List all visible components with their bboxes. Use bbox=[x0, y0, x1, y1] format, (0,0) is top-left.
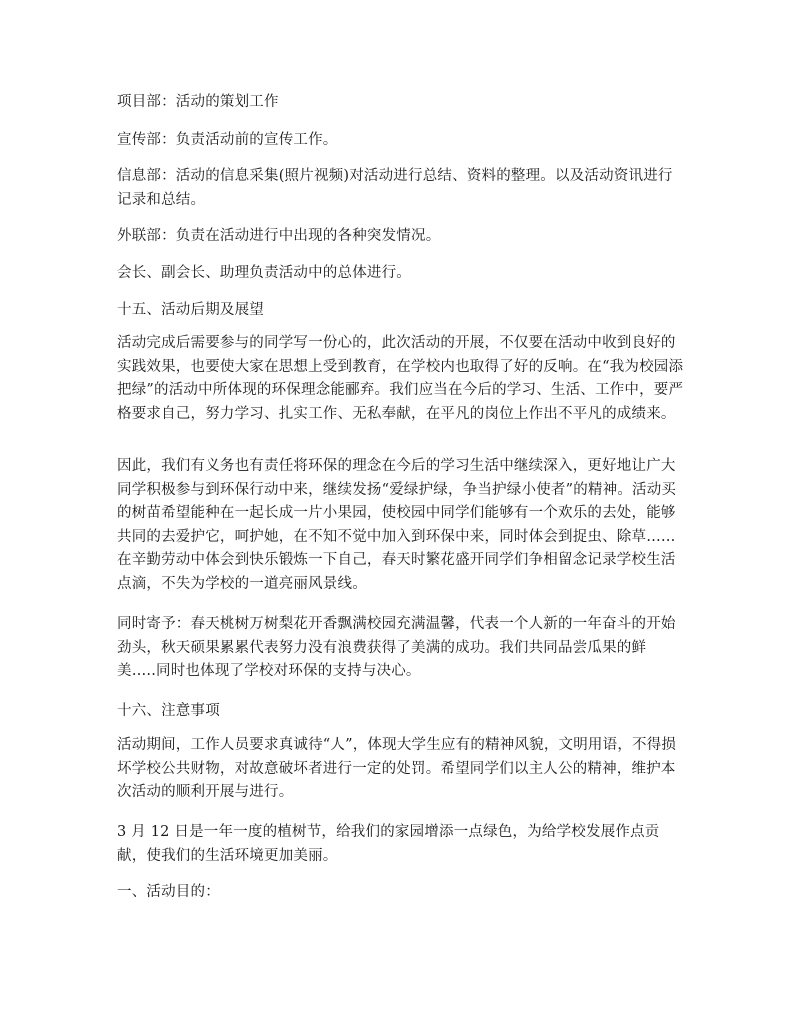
paragraph-project-dept: 项目部：活动的策划工作 bbox=[117, 94, 279, 110]
paragraph-liaison-dept: 外联部：负责在活动进行中出现的各种突发情况。 bbox=[117, 228, 441, 244]
section-heading-16: 十六、注意事项 bbox=[117, 703, 220, 719]
paragraph-president: 会长、副会长、助理负责活动中的总体进行。 bbox=[117, 265, 411, 281]
paragraph-info-dept: 信息部：活动的信息采集(照片视频)对活动进行总结、资料的整理。以及活动资讯进行记录和总结。 bbox=[117, 168, 673, 208]
section-heading-15: 十五、活动后期及展望 bbox=[117, 302, 264, 318]
section-heading-1: 一、活动目的： bbox=[117, 884, 220, 900]
paragraph-arbor-day: 3 月 12 日是一年一度的植树节，给我们的家园增添一点绿色，为给学校发展作点贡献，使我们的生活环境更加美丽。 bbox=[117, 824, 660, 864]
paragraph-publicity-dept: 宣传部：负责活动前的宣传工作。 bbox=[117, 132, 338, 148]
paragraph-after-activity: 活动完成后需要参与的同学写一份心的，此次活动的开展，不仅要在活动中收到良好的实践效果，也要使大家在思想上受到教育，在学校内也取得了好的反响。在“我为校园添把绿”的活动中所体现的环保理念能郦弃。我们应当在今后的学习、生活、工作中，要严格要求自己，努力学习、扎实工作、无私奉献，在平凡的岗位上作出不平凡的成绩来。 bbox=[117, 335, 684, 422]
paragraph-notes: 活动期间，工作人员要求真诚待“人”，体现大学生应有的精神风貌，文明用语，不得损坏学校公共财物，对故意破坏者进行一定的处罚。希望同学们以主人公的精神，维护本次活动的顺利开展与进行。 bbox=[117, 737, 677, 800]
paragraph-environment: 因此，我们有义务也有责任将环保的理念在今后的学习生活中继续深入，更好地让广大同学积极参与到环保行动中来，继续发扬“爱绿护绿，争当护绿小使者”的精神。活动买的树苗希望能种在一起长成一片小果园，使校园中同学们能够有一个欢乐的去处，能够共同的去爱护它，呵护她，在不知不觉中加入到环保中来，同时体会到捉虫、除草……在辛勤劳动中体会到快乐锻炼一下自己，春天时繁花盛开同学们争相留念记录学校生活点滴，不失为学校的一道亮丽风景线。 bbox=[117, 458, 677, 592]
paragraph-hope: 同时寄予：春天桃树万树梨花开香飘满校园充满温馨，代表一个人新的一年奋斗的开始劲头，秋天硕果累累代表努力没有浪费获得了美满的成功。我们共同品尝瓜果的鲜美…..同时也体现了学校对环保的支持与决心。 bbox=[117, 616, 676, 679]
